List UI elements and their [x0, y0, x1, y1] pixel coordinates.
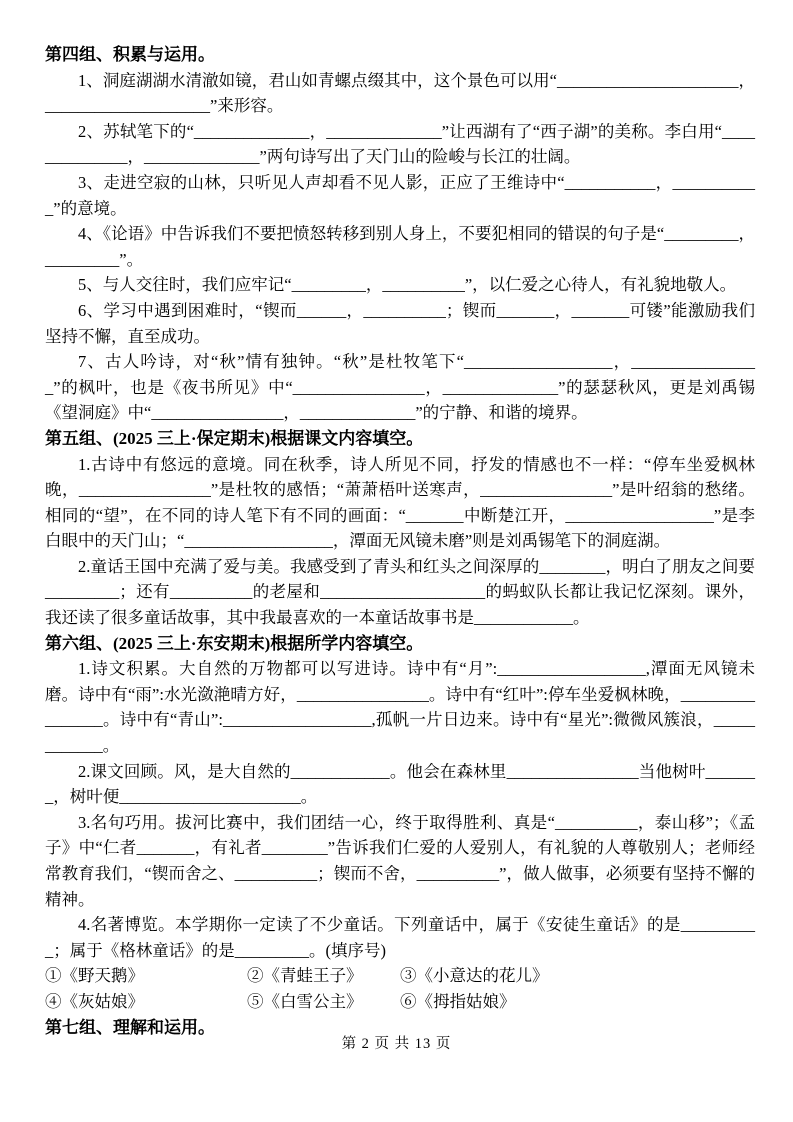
- choice-option-4: ④《灰姑娘》: [45, 991, 144, 1011]
- question-item-4-7: 7、古人吟诗，对“秋”情有独钟。“秋”是杜牧笔下“__________________，________________”的枫叶，也是《夜书所见》中“________________，______________”的瑟瑟秋风，更是刘禹锡《望洞庭》中“________________，______________”的宁静、和谐的境界。: [45, 352, 755, 423]
- question-item-6-4: 4.名著博览。本学期你一定读了不少童话。下列童话中，属于《安徒生童话》的是__________；属于《格林童话》的是_________。(填序号): [45, 915, 755, 960]
- choice-option-2: ②《青蛙王子》: [247, 966, 363, 986]
- question-item-4-2: 2、苏轼笔下的“______________，______________”让西湖有了“西子湖”的美称。李白用“______________，______________”两句诗写出了天门山的险峻与长江的壮阔。: [45, 121, 755, 167]
- section-heading-group4: 第四组、积累与运用。: [45, 45, 215, 64]
- question-item-4-1: 1、洞庭湖湖水清澈如镜，君山如青螺点缀其中，这个景色可以用“______________________，____________________”来形容。: [45, 70, 755, 116]
- question-item-6-2: 2.课文回顾。风，是大自然的____________。他会在森林里________________当他树叶_______，树叶便______________________。: [45, 761, 755, 807]
- question-item-6-3: 3.名句巧用。拔河比赛中，我们团结一心，终于取得胜利、真是“__________，泰山移”；《孟子》中“仁者_______，有礼者________”告诉我们仁爱的人爱别人，有礼貌的人尊敬别人；老师经常教育我们，“锲而舍之、__________；锲而不舍，__________”，做人做事，必须要有坚持不懈的精神。: [45, 812, 755, 909]
- question-item-5-2: 2.童话王国中充满了爱与美。我感受到了青头和红头之间深厚的________，明白了朋友之间要_________；还有__________的老屋和____________________的蚂蚁队长都让我记忆深刻。课外，我还读了很多童话故事，其中我最喜欢的一本童话故事书是____________。: [45, 556, 755, 628]
- section-heading-group5: 第五组、(2025 三上·保定期末)根据课文内容填空。: [45, 428, 424, 448]
- choices-row-1: [45, 963, 755, 989]
- choice-option-3: ③《小意达的花儿》: [400, 966, 549, 986]
- page-footer: 第 2 页 共 13 页: [341, 1036, 452, 1052]
- section-heading-group6: 第六组、(2025 三上·东安期末)根据所学内容填空。: [45, 633, 424, 653]
- question-item-4-6: 6、学习中遇到困难时，“锲而______，__________；锲而_______，_______可镂”能激励我们坚持不懈，直至成功。: [45, 300, 755, 346]
- question-item-4-4: 4、《论语》中告诉我们不要把愤怒转移到别人身上，不要犯相同的错误的句子是“_________，_________”。: [45, 224, 755, 269]
- question-item-4-5: 5、与人交往时，我们应牢记“_________，__________”，以仁爱之心待人，有礼貌地敬人。: [78, 275, 737, 295]
- question-item-6-1: 1.诗文积累。大自然的万物都可以写进诗。诗中有“月”:__________________,潭面无风镜未磨。诗中有“雨”:水光潋滟晴方好，________________。诗中有“红叶”:停车坐爱枫林晚，________________。诗中有“青山”:__________________,孤帆一片日边来。诗中有“星光”:微微风簇浪，____________。: [45, 659, 755, 756]
- choice-option-5: ⑤《白雪公主》: [247, 991, 363, 1011]
- choice-option-1: ①《野天鹅》: [45, 966, 144, 986]
- document-content: [45, 42, 755, 1040]
- question-item-5-1: 1.古诗中有悠远的意境。同在秋季，诗人所见不同，抒发的情感也不一样：“停车坐爱枫林晚，________________”是杜牧的感悟；“萧萧梧叶送寒声，________________”是叶绍翁的愁绪。相同的“望”，在不同的诗人笔下有不同的画面：“_______中断楚江开，__________________”是李白眼中的天门山；“__________________，潭面无风镜未磨”则是刘禹锡笔下的洞庭湖。: [45, 454, 755, 551]
- choices-row-2: [45, 989, 755, 1015]
- choice-option-6: ⑥《拇指姑娘》: [400, 991, 516, 1011]
- question-item-4-3: 3、走进空寂的山林，只听见人声却看不见人影，正应了王维诗中“___________，___________”的意境。: [45, 172, 755, 218]
- section-heading-group7: 第七组、理解和运用。: [45, 1017, 215, 1037]
